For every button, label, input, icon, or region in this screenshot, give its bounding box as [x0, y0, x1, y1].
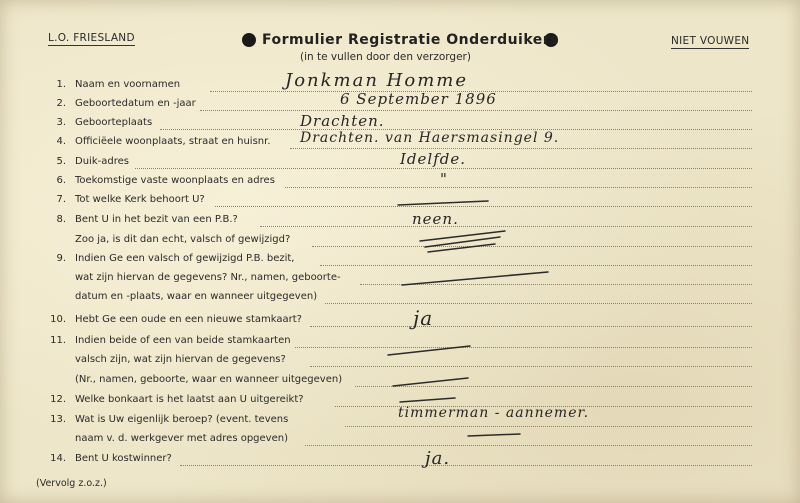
row-label: naam v. d. werkgever met adres opgeven) — [75, 433, 288, 444]
row-label: Bent U in het bezit van een P.B.? — [75, 214, 238, 225]
row-number: 11. — [50, 335, 66, 346]
header-left-label: L.O. FRIESLAND — [48, 32, 135, 44]
row-label: Geboortedatum en -jaar — [75, 98, 196, 109]
strike-stroke — [420, 231, 505, 252]
answer-breadwinner: ja. — [425, 448, 451, 469]
row-label: Officiëele woonplaats, straat en huisnr. — [75, 136, 271, 147]
row-label: valsch zijn, wat zijn hiervan de gegevens? — [75, 354, 286, 365]
answer-name: Jonkman Homme — [285, 70, 468, 91]
dash-stroke — [468, 434, 520, 436]
row-number: 3. — [56, 117, 66, 128]
row-label: Welke bonkaart is het laatst aan U uitgereikt? — [75, 394, 304, 405]
row-label: Bent U kostwinner? — [75, 453, 172, 464]
row-number: 9. — [56, 253, 66, 264]
row-label: Duik-adres — [75, 156, 129, 167]
dash-stroke — [398, 201, 488, 205]
answer-birthplace: Drachten. — [300, 112, 385, 130]
row-label: Toekomstige vaste woonplaats en adres — [75, 175, 275, 186]
row-number: 2. — [56, 98, 66, 109]
row-number: 13. — [50, 414, 66, 425]
dash-stroke — [400, 398, 455, 402]
row-number: 5. — [56, 156, 66, 167]
dash-stroke — [393, 378, 468, 386]
dash-stroke — [402, 272, 548, 285]
row-number: 6. — [56, 175, 66, 186]
row-label: Naam en voornamen — [75, 79, 181, 90]
row-number: 10. — [50, 314, 66, 325]
answer-residence: Drachten. van Haersmasingel 9. — [300, 130, 560, 146]
answer-hiding-address: Idelfde. — [400, 150, 467, 168]
row-label: (Nr., namen, geboorte, waar en wanneer uitgegeven) — [75, 374, 343, 385]
row-label: Wat is Uw eigenlijk beroep? (event. tevens — [75, 414, 289, 425]
row-label: Tot welke Kerk behoort U? — [75, 194, 205, 205]
row-label: datum en -plaats, waar en wanneer uitgegeven) — [75, 291, 318, 302]
answer-stamkaart: ja — [413, 306, 434, 330]
answer-profession: timmerman - aannemer. — [398, 405, 590, 421]
row-label: Indien beide of een van beide stamkaarten — [75, 335, 291, 346]
header-right-label: NIET VOUWEN — [671, 35, 750, 47]
row-number: 14. — [50, 453, 66, 464]
form-title: Formulier Registratie Onderduikers — [262, 32, 560, 48]
row-number: 1. — [56, 79, 66, 90]
row-label: wat zijn hiervan de gegevens? Nr., namen, geboorte- — [75, 272, 341, 283]
row-label: Indien Ge een valsch of gewijzigd P.B. bezit, — [75, 253, 295, 264]
row-number: 12. — [50, 394, 66, 405]
row-label: Zoo ja, is dit dan echt, valsch of gewijzigd? — [75, 234, 291, 245]
answer-birthdate: 6 September 1896 — [340, 90, 497, 108]
answer-future-address: " — [440, 170, 448, 188]
row-number: 8. — [56, 214, 66, 225]
row-number: 7. — [56, 194, 66, 205]
row-label: Geboorteplaats — [75, 117, 153, 128]
row-number: 4. — [56, 136, 66, 147]
footer-note: (Vervolg z.o.z.) — [36, 478, 107, 489]
row-label: Hebt Ge een oude en een nieuwe stamkaart? — [75, 314, 302, 325]
form-subtitle: (in te vullen door den verzorger) — [300, 51, 471, 63]
dash-stroke — [388, 346, 470, 355]
answer-pb: neen. — [412, 210, 459, 228]
